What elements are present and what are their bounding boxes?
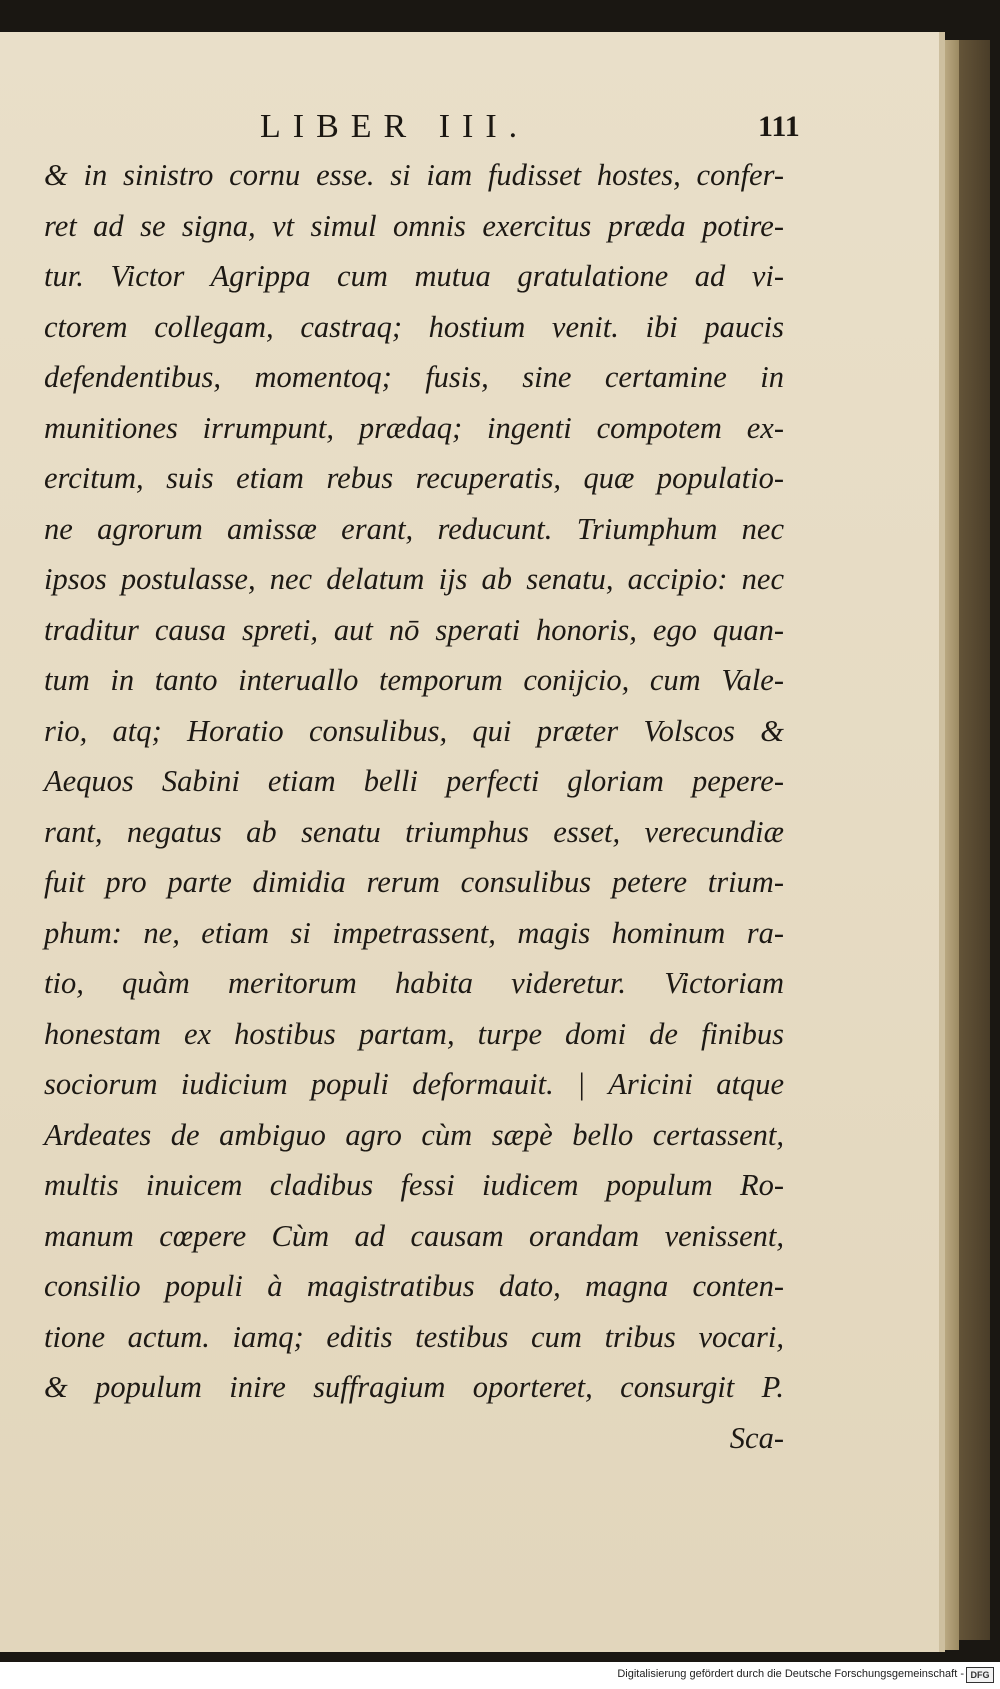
body-text: [44, 150, 784, 1463]
text-line: consilio populi à magistratibus dato, magna conten-: [44, 1269, 784, 1303]
text-line: tur. Victor Agrippa cum mutua gratulatione ad vi-: [44, 259, 784, 293]
text-line: Aequos Sabini etiam belli perfecti gloriam pepere-: [44, 764, 784, 798]
text-line: fuit pro parte dimidia rerum consulibus petere trium-: [44, 865, 784, 899]
text-line: & in sinistro cornu esse. si iam fudisset hostes, confer-: [44, 158, 784, 192]
text-line: manum cœpere Cùm ad causam orandam venissent,: [44, 1218, 784, 1253]
footer-bar: [0, 1662, 1000, 1689]
text-line: tum in tanto interuallo temporum conijcio, cum Vale-: [44, 663, 784, 697]
text-line: ret ad se signa, vt simul omnis exercitus præda potire-: [44, 208, 784, 243]
funding-credit: Digitalisierung gefördert durch die Deutsche Forschungsgemeinschaft -: [617, 1668, 964, 1680]
dfg-logo: DFG: [966, 1667, 994, 1683]
text-line: & populum inire suffragium oporteret, consurgit P.: [44, 1370, 784, 1404]
text-line: defendentibus, momentoq; fusis, sine certamine in: [44, 360, 784, 394]
text-line: phum: ne, etiam si impetrassent, magis hominum ra-: [44, 915, 784, 950]
text-line: sociorum iudicium populi deformauit. | Aricini atque: [44, 1067, 784, 1101]
text-line: munitiones irrumpunt, prædaq; ingenti compotem ex-: [44, 410, 784, 445]
text-line: ctorem collegam, castraq; hostium venit. ibi paucis: [44, 309, 784, 344]
text-line: tio, quàm meritorum habita videretur. Victoriam: [44, 966, 784, 1000]
text-line: Ardeates de ambiguo agro cùm sæpè bello certassent,: [44, 1117, 784, 1152]
text-line: honestam ex hostibus partam, turpe domi de finibus: [44, 1016, 784, 1051]
text-line: ne agrorum amissæ erant, reducunt. Triumphum nec: [44, 511, 784, 546]
text-line: tione actum. iamq; editis testibus cum tribus vocari,: [44, 1319, 784, 1354]
catchword: Sca-: [729, 1420, 784, 1455]
text-line: multis inuicem cladibus fessi iudicem populum Ro-: [44, 1168, 784, 1202]
text-line: ercitum, suis etiam rebus recuperatis, quæ populatio-: [44, 461, 784, 495]
text-line: rio, atq; Horatio consulibus, qui præter Volscos &: [44, 713, 784, 748]
page-edge: [945, 40, 959, 1650]
page-number: 111: [758, 110, 800, 143]
running-head: LIBER III.: [260, 108, 530, 145]
text-line: rant, negatus ab senatu triumphus esset, verecundiæ: [44, 814, 784, 849]
text-line: traditur causa spreti, aut nō sperati honoris, ego quan-: [44, 612, 784, 647]
text-line: ipsos postulasse, nec delatum ijs ab senatu, accipio: nec: [44, 562, 784, 596]
